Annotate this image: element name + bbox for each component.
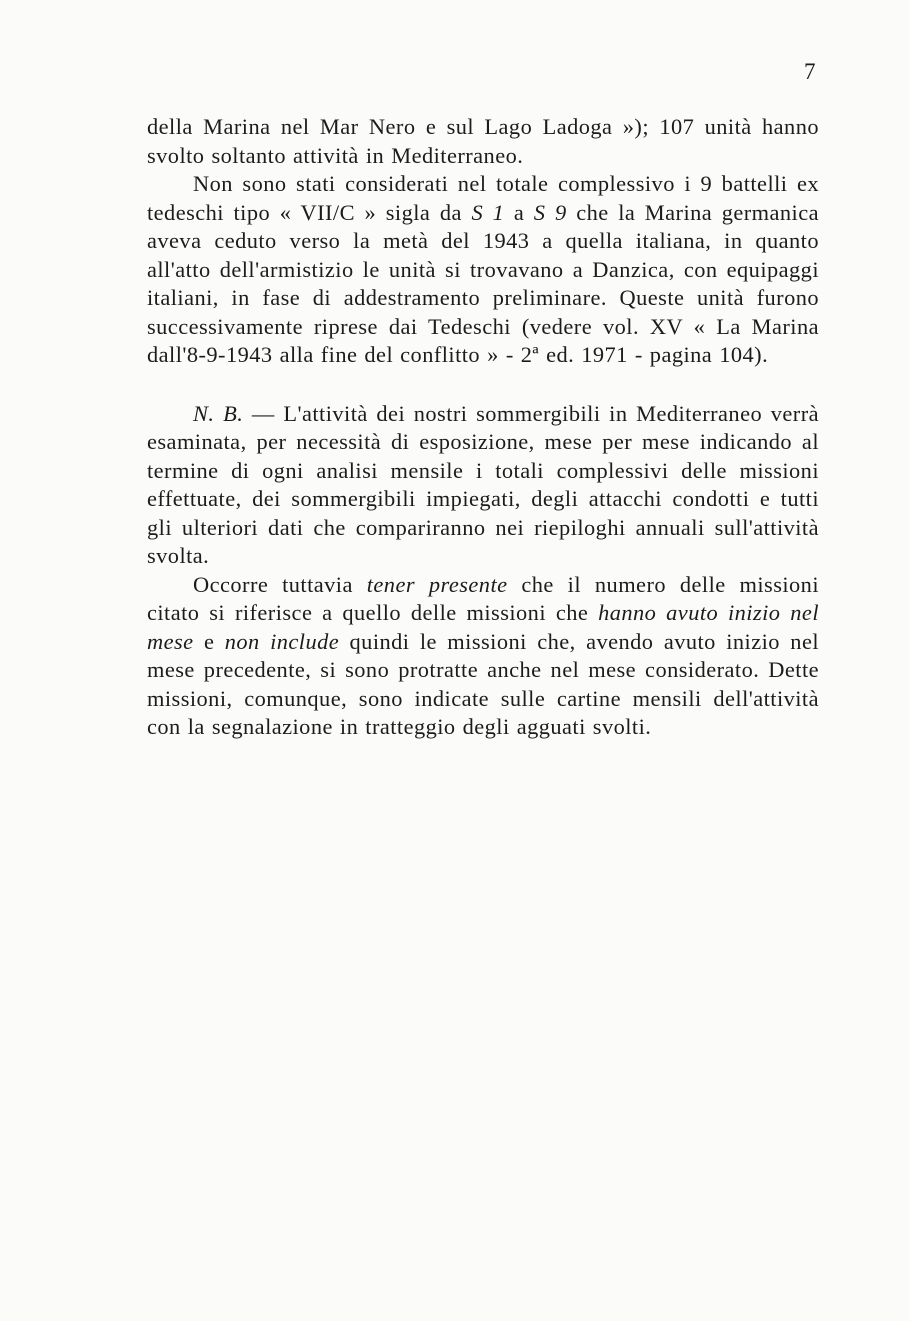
text-segment: quindi le missioni che, avendo avuto inizio nel mese precedente, si sono protratte anche nel mese considerato. Dette missioni, comunque, sono indicate sulle cartine mensili dell'attività con la segnalazione in tratteggio degli agguati svolti. (147, 628, 820, 739)
italic-segment: non include (224, 628, 340, 654)
paragraph-nota-bene (147, 400, 819, 571)
italic-segment: hanno avuto inizio nel mese (147, 600, 819, 654)
italic-segment: S 1 (471, 199, 505, 225)
text-segment: Occorre tuttavia (193, 571, 367, 597)
text-segment: Non sono stati considerati nel totale complessivo i 9 battelli ex tedeschi tipo « VII/C » sigla da (147, 171, 819, 225)
nota-bene-label: N. B. (193, 400, 244, 426)
paragraph-german-boats (147, 170, 819, 370)
body-text (147, 113, 819, 742)
italic-segment: S 9 (533, 199, 567, 225)
text-segment: che il numero delle missioni citato si riferisce a quello delle missioni che (147, 571, 820, 625)
paragraph-continuation (147, 113, 819, 170)
page-number: 7 (804, 59, 816, 84)
text-segment: che la Marina germanica aveva ceduto verso la metà del 1943 a quella italiana, in quanto all'atto dell'armistizio le unità si trovavano a Danzica, con equipaggi italiani, in fase di addestramento preliminare. Queste unità furono successivamente riprese dai Tedeschi (vedere vol. XV « La Marina dall'8-9-1943 alla fine del conflitto » - 2ª ed. 1971 - pagina 104). (147, 199, 820, 367)
text-segment: della Marina nel Mar Nero e sul Lago Ladoga »); 107 unità hanno svolto soltanto attività in Mediterraneo. (147, 114, 819, 168)
text-segment: a (504, 199, 534, 225)
italic-segment: tener presente (366, 571, 508, 597)
paragraph-missions-note (147, 571, 819, 742)
text-segment: e (193, 628, 225, 654)
text-segment: — L'attività dei nostri sommergibili in Mediterraneo verrà esaminata, per necessità di esposizione, mese per mese indicando al termine di ogni analisi mensile i totali complessivi delle missioni effettuate, dei sommergibili impiegati, degli attacchi condotti e tutti gli ulteriori dati che compariranno nei riepiloghi annuali sull'attività svolta. (147, 400, 819, 568)
